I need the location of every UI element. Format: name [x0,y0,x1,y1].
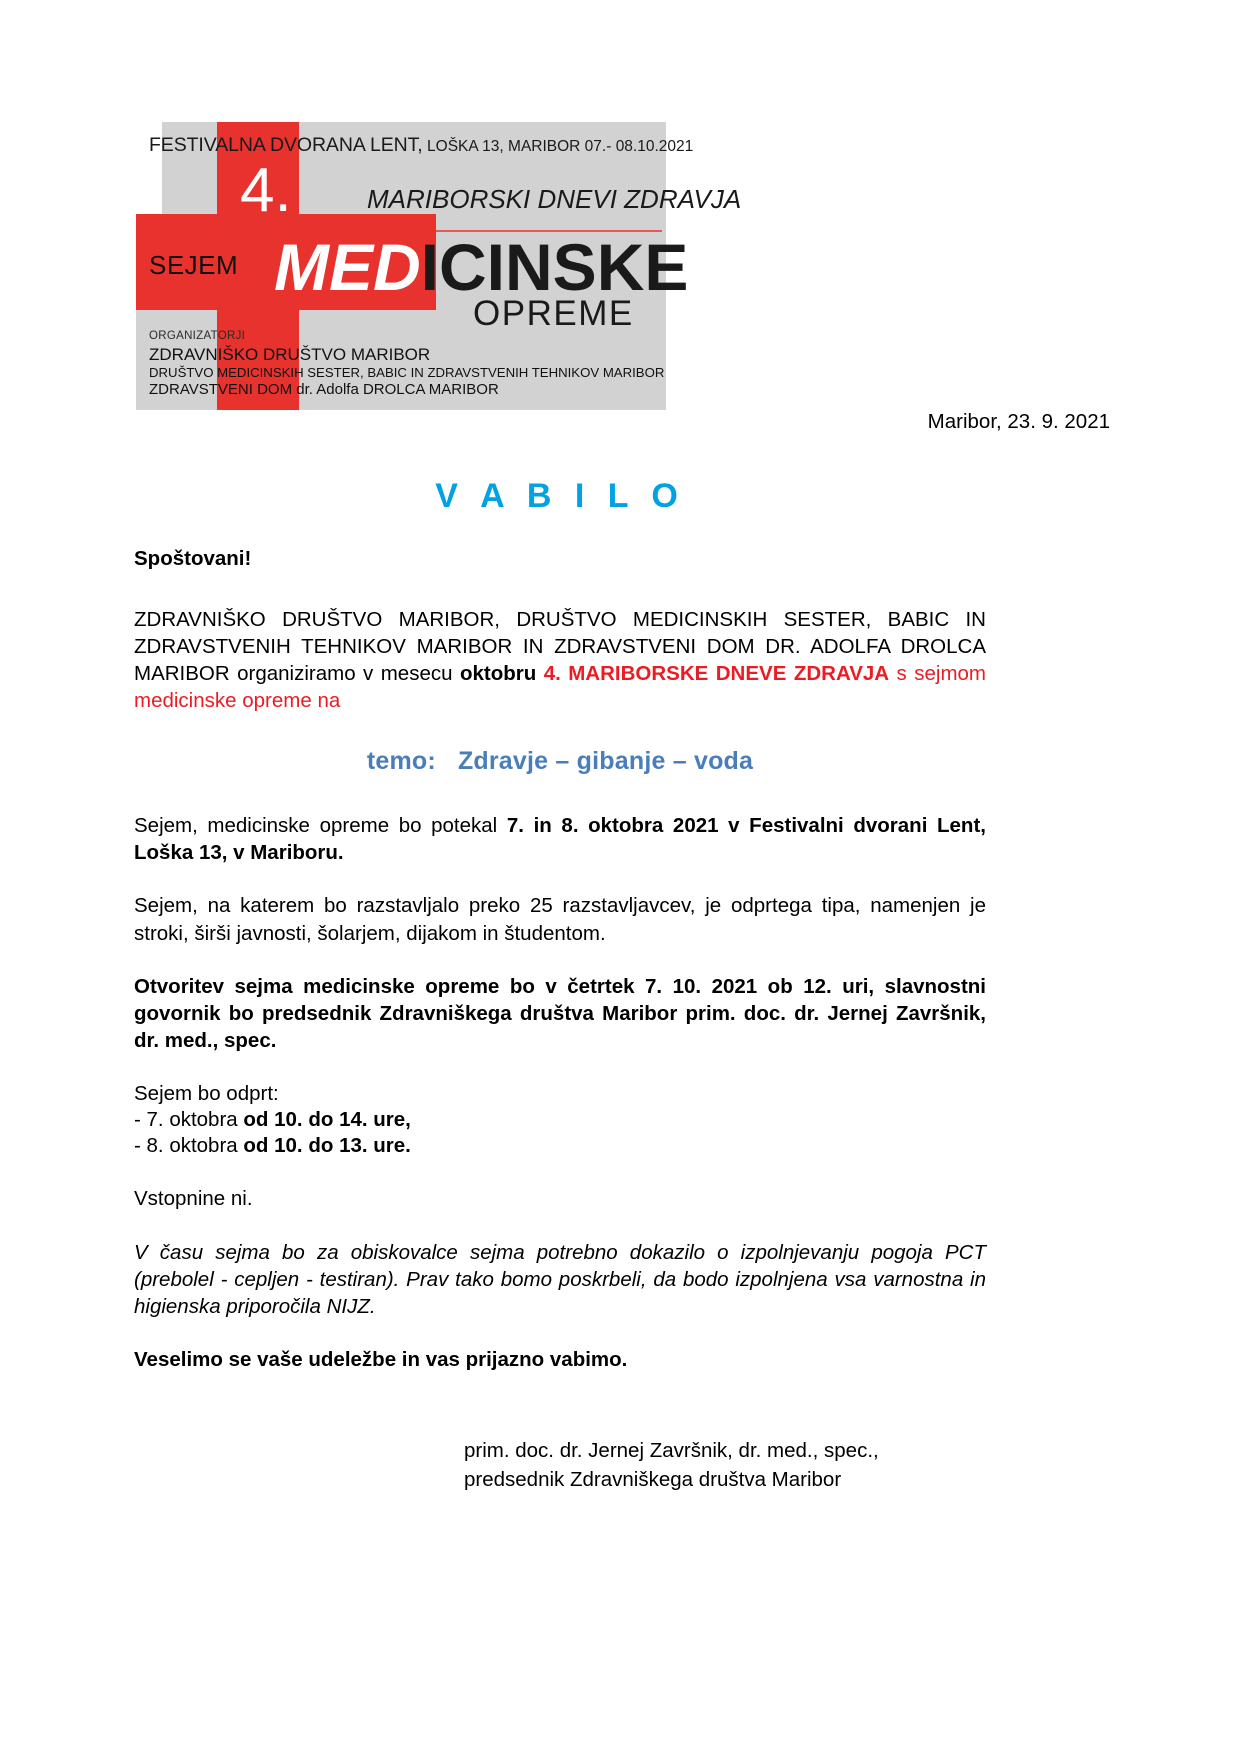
intro-event-red-tail: s sejmom medicinske opreme na [134,662,986,713]
document-date: Maribor, 23. 9. 2021 [927,410,1110,433]
event-logo [136,122,742,410]
intro-month-bold: oktobru [459,662,537,686]
free-entry-paragraph: Vstopnine ni. [134,1187,253,1211]
theme-line [134,745,986,778]
hours-day-1-time: od 10. do 14. ure, [243,1107,411,1131]
signature-block [464,1436,986,1494]
hours-day-2-time: od 10. do 13. ure. [243,1134,411,1158]
logo-title-med: MED [274,230,421,304]
location-paragraph [134,812,986,867]
logo-organizer-2: DRUŠTVO MEDICINSKIH SESTER, BABIC IN ZDRAVSTVENIH TEHNIKOV MARIBOR [149,364,665,380]
opening-ceremony-paragraph: Otvoritev sejma medicinske opreme bo v četrtek 7. 10. 2021 ob 12. uri, slavnostni govornik bo predsednik Zdravniškega društva Maribor prim. doc. dr. Jernej Završnik, dr. med., spec. [134,974,986,1053]
logo-main-title [274,230,689,304]
page-title: V A B I L O [435,477,685,515]
document-body [134,478,986,1494]
signature-name: prim. doc. dr. Jernej Završnik, dr. med., spec., [464,1438,879,1462]
logo-event-name: MARIBORSKI DNEVI ZDRAVJA [367,184,742,214]
closing-paragraph: Veselimo se vaše udeležbe in vas prijazno vabimo. [134,1348,628,1372]
logo-venue-address-dates: LOŠKA 13, MARIBOR 07.- 08.10.2021 [427,138,694,155]
opening-hours-day-2 [134,1133,986,1159]
logo-fair-word: SEJEM [149,250,239,280]
logo-organizer-1: ZDRAVNIŠKO DRUŠTVO MARIBOR [149,344,431,364]
hours-day-1-label: - 7. oktobra [134,1107,244,1131]
theme-value: Zdravje – gibanje – voda [457,746,754,775]
logo-edition-number: 4. [240,156,292,225]
opening-hours-block [134,1081,986,1160]
signature-role: predsednik Zdravniškega društva Maribor [464,1467,842,1491]
logo-organizer-3: ZDRAVSTVENI DOM dr. Adolfa DROLCA MARIBOR [149,381,499,399]
location-lead: Sejem, medicinske opreme bo potekal [134,813,507,837]
theme-label: temo: [366,746,436,775]
logo-venue-line [149,134,693,157]
logo-subtitle-opreme: OPREME [473,294,634,333]
logo-venue-name: FESTIVALNA DVORANA LENT, [149,134,423,156]
location-details-bold: 7. in 8. oktobra 2021 v Festivalni dvorani Lent, Loška 13, v Mariboru. [134,813,986,865]
intro-paragraph [134,606,986,715]
open-type-paragraph: Sejem, na katerem bo razstavljalo preko 25 razstavljavcev, je odprtega tipa, namenjen je stroki, širši javnosti, šolarjem, dijakom in študentom. [134,894,986,945]
pct-conditions-paragraph: V času sejma bo za obiskovalce sejma potrebno dokazilo o izpolnjevanju pogoja PCT (prebolel - cepljen - testiran). Prav tako bomo poskrbeli, da bodo izpolnjena vsa varnostna in higienska priporočila NIJZ. [134,1240,986,1319]
logo-title-icinske: ICINSKE [420,230,689,304]
logo-organizers-block [149,330,664,399]
salutation: Spoštovani! [134,547,252,571]
opening-hours-day-1 [134,1107,986,1133]
hours-day-2-label: - 8. oktobra [134,1134,244,1158]
intro-text-plain: ZDRAVNIŠKO DRUŠTVO MARIBOR, DRUŠTVO MEDICINSKIH SESTER, BABIC IN ZDRAVSTVENIH TEHNIKOV MARIBOR IN ZDRAVSTVENI DOM DR. ADOLFA DROLCA MARIBOR organiziramo v mesecu [134,607,986,686]
opening-hours-title: Sejem bo odprt: [134,1081,279,1105]
logo-organizers-label: ORGANIZATORJI [149,330,246,342]
intro-event-red-bold: 4. MARIBORSKE DNEVE ZDRAVJA [536,662,890,686]
